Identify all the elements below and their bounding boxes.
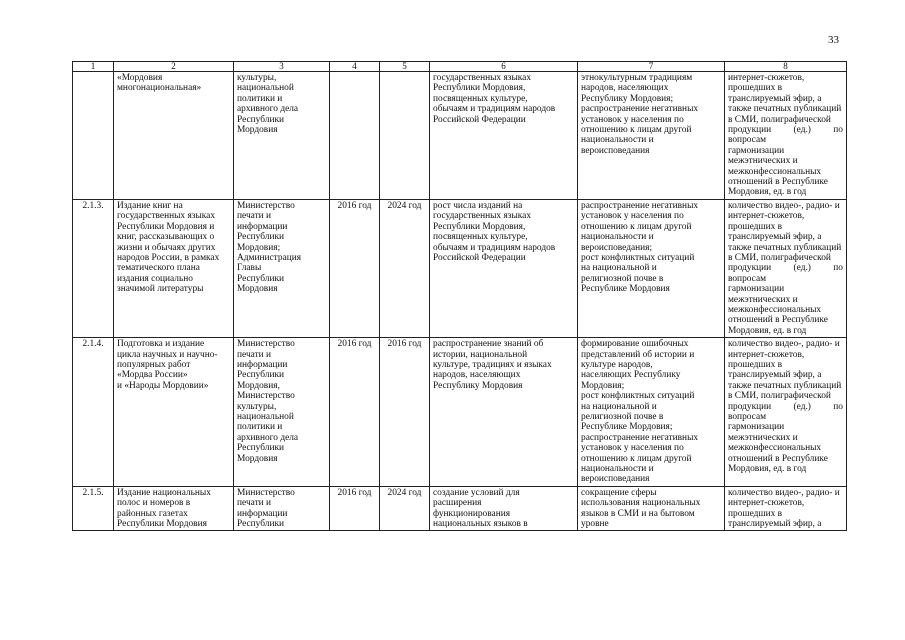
executor-line: Республики [237, 232, 285, 243]
measure-name-cell [114, 72, 234, 200]
indicator-line: транслируемый эфир, а [728, 232, 822, 243]
measure-name-line: Издание национальных [117, 487, 211, 498]
measure-name-line: книг, рассказывающих о [117, 232, 215, 243]
expected-result-line: обычаям и традициям народов [433, 242, 556, 253]
measure-name-line: многонациональная» [117, 83, 202, 94]
indicator-line: продукции (ед.) по вопросам [728, 125, 843, 146]
measure-name-line: Издание книг на [117, 200, 183, 211]
page-number: 33 [828, 34, 839, 46]
indicator-line: интернет-сюжетов, [728, 498, 805, 509]
indicator-line: гармонизации [728, 284, 785, 295]
risks-line: Мордовия; [581, 380, 625, 391]
measure-name-line: Республики Мордовия [117, 519, 207, 530]
start-year-cell [330, 72, 380, 200]
row-number-cell: 2.1.5. [73, 486, 114, 531]
column-header: 3 [234, 62, 330, 72]
executor-line: архивного дела [237, 104, 299, 115]
indicator-line: интернет-сюжетов, [728, 73, 805, 83]
indicator-cell [725, 338, 847, 487]
risks-line: сокращение сферы [581, 487, 657, 498]
expected-result-line: создание условий для [433, 487, 520, 498]
risks-cell [578, 199, 725, 337]
indicator-line: межэтнических и [728, 432, 798, 443]
risks-line: отношению к лицам другой [581, 125, 692, 136]
expected-result-line: народов, населяющих [433, 370, 521, 381]
indicator-line: отношений в Республике [728, 453, 828, 464]
measure-name-line: районных газетах [117, 508, 188, 519]
expected-result-line: Республику Мордовия [433, 380, 523, 391]
risks-line: вероисповедания; [581, 242, 653, 253]
executor-line: Министерство [237, 339, 295, 350]
indicator-line: в СМИ, полиграфической [728, 114, 831, 125]
indicator-line: межконфессиональных [728, 166, 822, 177]
table-row [73, 199, 847, 337]
end-year-cell: 2016 год [380, 338, 430, 487]
executor-line: Мордовия; [237, 242, 281, 253]
executor-line: политики и [237, 93, 283, 104]
start-year-cell: 2016 год [330, 338, 380, 487]
risks-line: народов, населяющих [581, 83, 669, 94]
expected-result-line: Российской Федерации [433, 252, 526, 263]
indicator-line: прошедших в [728, 83, 783, 94]
risks-line: национальности и [581, 464, 654, 475]
indicator-line: прошедших в [728, 508, 783, 519]
indicator-line: прошедших в [728, 221, 783, 232]
risks-line: культуре народов, [581, 359, 653, 370]
indicator-line: гармонизации [728, 422, 785, 433]
indicator-line: Мордовия, ед. в год [728, 464, 807, 475]
expected-result-line: распространение знаний об [433, 339, 544, 350]
executor-line: Мордовия [237, 284, 278, 295]
expected-result-cell [430, 486, 578, 531]
executor-line: культуры, [237, 401, 277, 412]
indicator-line: транслируемый эфир, а [728, 93, 822, 104]
indicator-line: интернет-сюжетов, [728, 349, 805, 360]
indicator-line: гармонизации [728, 145, 785, 156]
program-table [72, 61, 847, 531]
risks-line: вероисповедания [581, 474, 650, 485]
risks-line: распространение негативных [581, 104, 699, 115]
measure-name-line: «Мордовия [117, 73, 163, 83]
risks-line: этнокультурным традициям [581, 73, 693, 83]
measure-name-line: цикла научных и научно- [117, 349, 218, 360]
measure-name-line: Подготовка и издание [117, 339, 205, 350]
column-header: 1 [73, 62, 114, 72]
measure-name-line: популярных работ [117, 359, 191, 370]
risks-cell [578, 486, 725, 531]
expected-result-line: Республики Мордовия, [433, 83, 526, 94]
indicator-line: также печатных публикаций [728, 104, 842, 115]
executor-cell [234, 338, 330, 487]
column-header: 8 [725, 62, 847, 72]
executor-line: культуры, [237, 73, 277, 83]
expected-result-line: обычаям и традициям народов [433, 104, 556, 115]
indicator-line: отношений в Республике [728, 315, 828, 326]
indicator-cell [725, 199, 847, 337]
risks-cell [578, 72, 725, 200]
row-number-cell [73, 72, 114, 200]
risks-line: уровне [581, 519, 609, 530]
indicator-line: количество видео-, радио- и [728, 200, 840, 211]
executor-line: Министерство [237, 200, 295, 211]
executor-line: национальной [237, 83, 294, 94]
executor-line: Республики [237, 273, 285, 284]
table-row [73, 486, 847, 531]
risks-line: языков в СМИ и на бытовом [581, 508, 695, 519]
expected-result-line: посвященных культуре, [433, 232, 528, 243]
executor-line: печати и [237, 211, 272, 222]
executor-line: информации [237, 359, 288, 370]
expected-result-line: посвященных культуре, [433, 93, 528, 104]
executor-line: Мордовия [237, 125, 278, 136]
indicator-line: также печатных публикаций [728, 380, 842, 391]
column-header: 4 [330, 62, 380, 72]
risks-line: установок у населения по [581, 114, 684, 125]
end-year-cell: 2024 год [380, 486, 430, 531]
table-row [73, 72, 847, 200]
indicator-line: в СМИ, полиграфической [728, 391, 831, 402]
risks-line: национальности и [581, 232, 654, 243]
executor-line: архивного дела [237, 432, 299, 443]
risks-line: на национальной и [581, 401, 657, 412]
expected-result-line: Российской Федерации [433, 114, 526, 125]
expected-result-line: Республики Мордовия, [433, 221, 526, 232]
table-row [73, 338, 847, 487]
expected-result-cell [430, 338, 578, 487]
measure-name-line: Республики Мордовия и [117, 221, 215, 232]
risks-line: отношению к лицам другой [581, 221, 692, 232]
risks-line: населяющих Республику [581, 370, 681, 381]
indicator-cell [725, 486, 847, 531]
indicator-line: интернет-сюжетов, [728, 211, 805, 222]
indicator-line: прошедших в [728, 359, 783, 370]
expected-result-line: рост числа изданий на [433, 200, 523, 211]
expected-result-line: функционирования [433, 508, 511, 519]
measure-name-line: народов России, в рамках [117, 252, 220, 263]
indicator-line: в СМИ, полиграфической [728, 252, 831, 263]
executor-line: Республики [237, 443, 285, 454]
measure-name-line: жизни и обычаях других [117, 242, 216, 253]
executor-line: Республики [237, 519, 285, 530]
measure-name-line: «Мордва России» [117, 370, 188, 381]
measure-name-line: тематического плана [117, 263, 200, 274]
indicator-line: Мордовия, ед. в год [728, 187, 807, 198]
executor-line: Мордовия, [237, 380, 280, 391]
executor-line: Мордовия [237, 453, 278, 464]
indicator-line: межконфессиональных [728, 304, 822, 315]
executor-cell [234, 72, 330, 200]
executor-line: печати и [237, 498, 272, 509]
measure-name-line: государственных языках [117, 211, 216, 222]
start-year-cell: 2016 год [330, 486, 380, 531]
expected-result-line: государственных языках [433, 211, 532, 222]
indicator-line: также печатных публикаций [728, 242, 842, 253]
end-year-cell [380, 72, 430, 200]
risks-line: представлений об истории и [581, 349, 695, 360]
column-number-row [73, 62, 847, 72]
indicator-line: межконфессиональных [728, 443, 822, 454]
end-year-cell: 2024 год [380, 199, 430, 337]
risks-line: установок у населения по [581, 211, 684, 222]
risks-line: религиозной почве в [581, 273, 664, 284]
risks-line: использования национальных [581, 498, 701, 509]
executor-line: информации [237, 221, 288, 232]
expected-result-cell [430, 72, 578, 200]
measure-name-line: полос и номеров в [117, 498, 191, 509]
risks-line: распространение негативных [581, 200, 699, 211]
indicator-line: межэтнических и [728, 294, 798, 305]
executor-line: национальной [237, 412, 294, 422]
row-number-cell: 2.1.3. [73, 199, 114, 337]
risks-line: Республике Мордовия; [581, 422, 673, 433]
indicator-line: Мордовия, ед. в год [728, 325, 807, 336]
indicator-line: продукции (ед.) по вопросам [728, 401, 843, 422]
expected-result-line: истории, национальной [433, 349, 528, 360]
indicator-line: межэтнических и [728, 156, 798, 167]
indicator-line: продукции (ед.) по вопросам [728, 263, 843, 284]
column-header: 5 [380, 62, 430, 72]
risks-line: вероисповедания [581, 145, 650, 156]
executor-line: Министерство [237, 487, 295, 498]
risks-line: рост конфликтных ситуаций [581, 252, 695, 263]
executor-line: печати и [237, 349, 272, 360]
executor-line: Министерство [237, 391, 295, 402]
measure-name-line: и «Народы Мордовии» [117, 380, 209, 391]
risks-line: установок у населения по [581, 443, 684, 454]
indicator-line: транслируемый эфир, а [728, 370, 822, 381]
indicator-line: количество видео-, радио- и [728, 487, 840, 498]
risks-line: распространение негативных [581, 432, 699, 443]
risks-line: Республику Мордовия; [581, 93, 674, 104]
expected-result-line: национальных языков в [433, 519, 528, 530]
column-header: 7 [578, 62, 725, 72]
executor-cell [234, 199, 330, 337]
indicator-cell [725, 72, 847, 200]
risks-line: на национальной и [581, 263, 657, 274]
indicator-line: транслируемый эфир, а [728, 519, 822, 530]
expected-result-line: культуре, традициях и языках [433, 359, 552, 370]
executor-line: Республики [237, 114, 285, 125]
measure-name-cell [114, 338, 234, 487]
indicator-line: отношений в Республике [728, 177, 828, 188]
risks-cell [578, 338, 725, 487]
executor-line: Главы [237, 263, 262, 274]
measure-name-cell [114, 486, 234, 531]
indicator-line: количество видео-, радио- и [728, 339, 840, 350]
risks-line: Республике Мордовия [581, 284, 670, 295]
risks-line: религиозной почве в [581, 412, 664, 422]
expected-result-line: государственных языках [433, 73, 532, 83]
row-number-cell: 2.1.4. [73, 338, 114, 487]
measure-name-line: издания социально [117, 273, 193, 284]
executor-line: информации [237, 508, 288, 519]
risks-line: отношению к лицам другой [581, 453, 692, 464]
column-header: 6 [430, 62, 578, 72]
measure-name-line: значимой литературы [117, 284, 204, 295]
executor-line: Администрация [237, 252, 302, 263]
column-header: 2 [114, 62, 234, 72]
risks-line: формирование ошибочных [581, 339, 689, 350]
executor-line: Республики [237, 370, 285, 381]
start-year-cell: 2016 год [330, 199, 380, 337]
risks-line: национальности и [581, 135, 654, 146]
measure-name-cell [114, 199, 234, 337]
risks-line: рост конфликтных ситуаций [581, 391, 695, 402]
executor-cell [234, 486, 330, 531]
executor-line: политики и [237, 422, 283, 433]
expected-result-line: расширения [433, 498, 482, 509]
expected-result-cell [430, 199, 578, 337]
